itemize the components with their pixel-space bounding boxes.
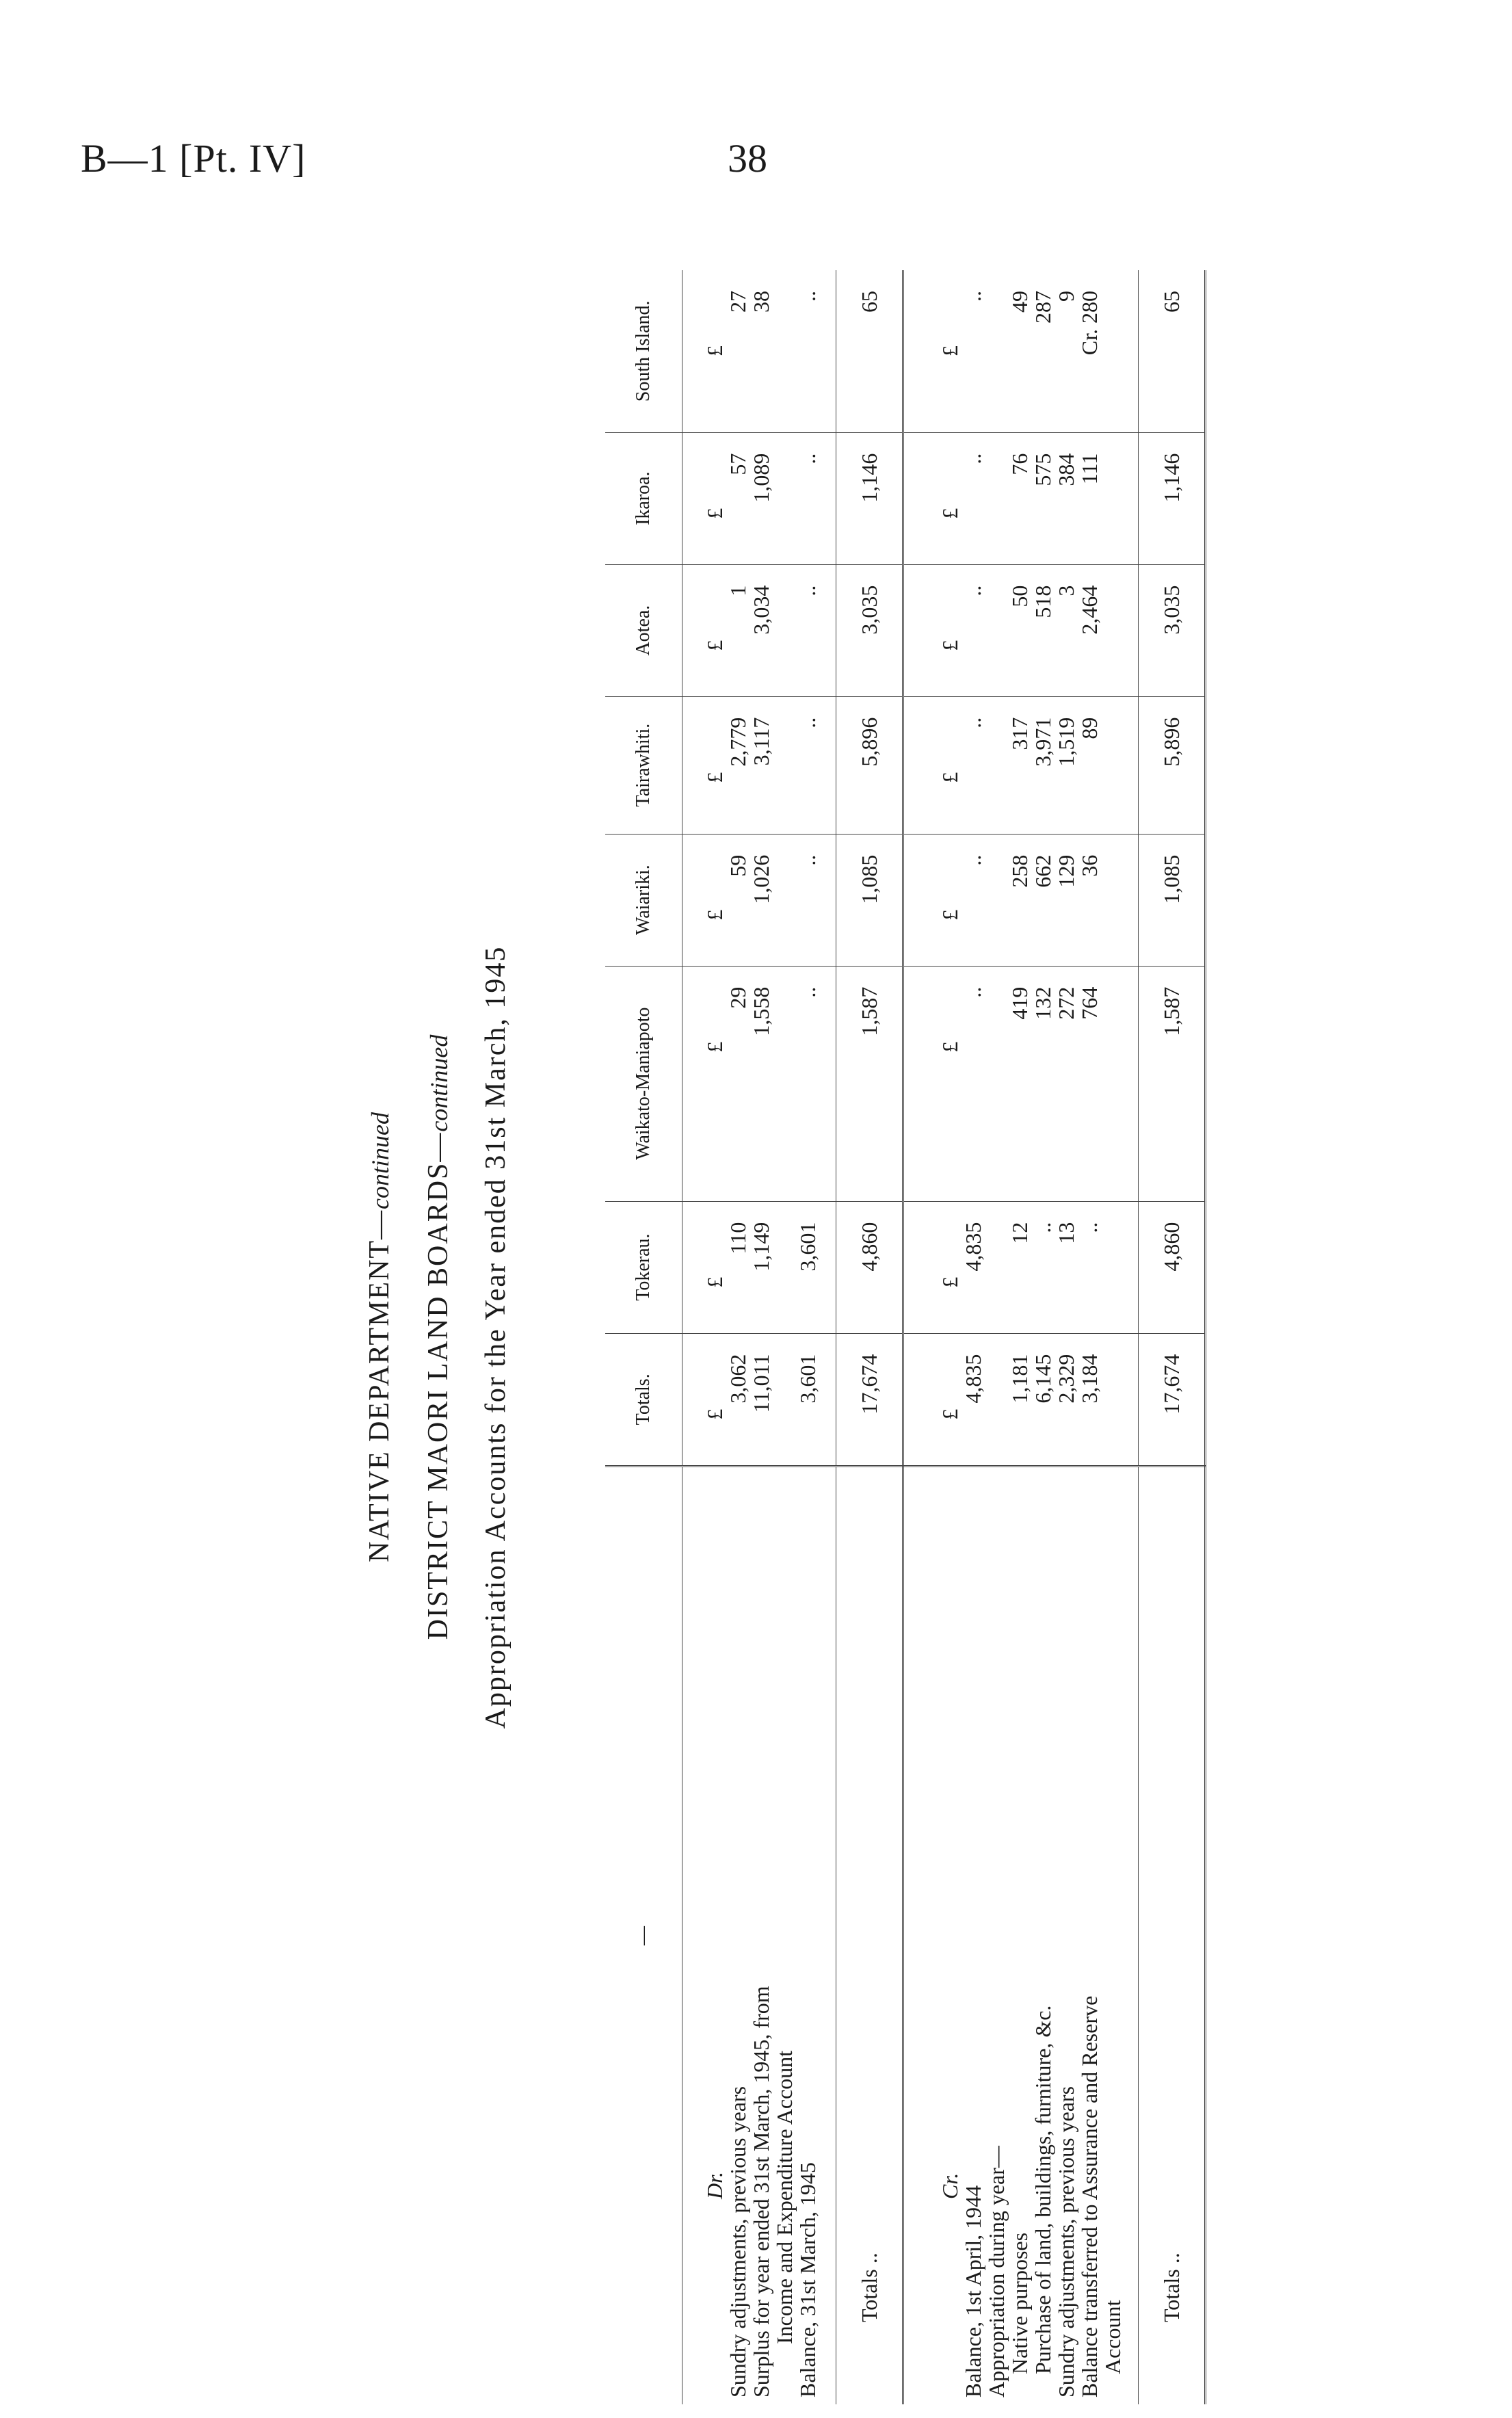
totals-value: 17,674 xyxy=(1139,1333,1206,1466)
table-row xyxy=(1008,270,1031,2404)
row-value: .. xyxy=(795,291,820,302)
row-value: 287 xyxy=(1031,291,1055,324)
row-value: 50 xyxy=(1008,564,1031,696)
row-value: 1,026 xyxy=(750,834,773,966)
row-value: 1,089 xyxy=(750,432,773,564)
row-label: Sundry adjustments, previous years xyxy=(1055,1467,1078,2405)
row-value: 3,601 xyxy=(796,1201,819,1333)
spacer-cell xyxy=(1124,432,1139,564)
page-number: 38 xyxy=(728,136,767,181)
row-value: 13 xyxy=(1055,1201,1078,1333)
col-header-waikato: Waikato-Maniapoto xyxy=(605,966,682,1201)
row-value: 3,184 xyxy=(1078,1333,1101,1466)
spacer-cell xyxy=(903,1333,939,1466)
row-value xyxy=(1101,270,1124,432)
row-value: 12 xyxy=(1008,1201,1031,1333)
row-value: .. xyxy=(961,432,985,564)
spacer-cell xyxy=(682,270,704,432)
col-header-tokerau: Tokerau. xyxy=(605,1201,682,1333)
row-value: 4,835 xyxy=(961,1333,985,1466)
currency-cell: £ xyxy=(938,696,961,834)
section-heading-row xyxy=(703,270,726,2404)
currency-cell: £ xyxy=(703,1201,726,1333)
totals-label: Totals .. xyxy=(1139,1467,1206,2405)
spacer-cell xyxy=(903,696,939,834)
spacer-cell xyxy=(903,564,939,696)
row-value xyxy=(773,1201,796,1333)
currency-cell: £ xyxy=(938,564,961,696)
table-row xyxy=(1078,270,1101,2404)
spacer-cell xyxy=(682,432,704,564)
totals-value: 1,146 xyxy=(836,432,903,564)
totals-value: 4,860 xyxy=(836,1201,903,1333)
row-value: 89 xyxy=(1078,696,1101,834)
spacer-cell xyxy=(682,564,704,696)
spacer-cell xyxy=(682,1201,704,1333)
row-value: .. xyxy=(961,834,985,966)
totals-value: 1,587 xyxy=(836,966,903,1201)
totals-label: Totals .. xyxy=(836,1467,903,2405)
spacer-cell xyxy=(1124,696,1139,834)
row-value xyxy=(985,834,1008,966)
row-value: .. xyxy=(961,564,985,696)
row-value: 110 xyxy=(726,1201,750,1333)
row-label: Balance transferred to Assurance and Reserve xyxy=(1078,1467,1101,2405)
row-value: .. xyxy=(1078,1201,1101,1333)
spacer-cell xyxy=(682,1467,704,2405)
row-value xyxy=(985,564,1008,696)
currency-cell: £ xyxy=(938,432,961,564)
row-value: .. xyxy=(796,696,819,834)
row-value: 57 xyxy=(726,432,750,564)
appropriation-table xyxy=(605,270,1206,2404)
totals-value: 1,085 xyxy=(1139,834,1206,966)
spacer-cell xyxy=(1124,270,1139,432)
spacer-cell xyxy=(819,432,836,564)
spacer-cell xyxy=(1124,1201,1139,1333)
spacer-row xyxy=(682,270,704,2404)
spacer-cell xyxy=(903,432,939,564)
row-value: 384 xyxy=(1055,432,1078,564)
spacer-cell xyxy=(819,1201,836,1333)
row-value: 59 xyxy=(726,834,750,966)
col-header-aotea: Aotea. xyxy=(605,564,682,696)
row-value: 272 xyxy=(1055,966,1078,1201)
row-value: 662 xyxy=(1031,834,1055,966)
col-header-south-island: South Island. xyxy=(605,270,682,432)
row-value: .. xyxy=(961,696,985,834)
col-header-waiariki: Waiariki. xyxy=(605,834,682,966)
row-value: .. xyxy=(796,564,819,696)
row-label: Native purposes xyxy=(1008,1467,1031,2405)
currency-cell: £ xyxy=(938,834,961,966)
table-row xyxy=(961,270,985,2404)
totals-value: 1,146 xyxy=(1139,432,1206,564)
accounts-title: Appropriation Accounts for the Year ended 31st March, 1945 xyxy=(480,945,512,1729)
table-row xyxy=(796,270,819,2404)
row-value: .. xyxy=(961,966,985,1201)
spacer-cell xyxy=(1124,1467,1139,2405)
section-heading-row xyxy=(938,270,961,2404)
spacer-cell xyxy=(819,564,836,696)
spacer-cell xyxy=(819,1333,836,1466)
row-value xyxy=(773,834,796,966)
report-reference: B—1 [Pt. IV] xyxy=(81,136,306,181)
spacer-cell xyxy=(903,270,939,432)
row-value: 4,835 xyxy=(961,1201,985,1333)
row-value: 3,601 xyxy=(796,1333,819,1466)
spacer-cell xyxy=(682,696,704,834)
currency-cell: £ xyxy=(703,1333,726,1466)
section-heading: Dr. xyxy=(703,1467,726,2405)
row-value xyxy=(985,696,1008,834)
totals-row xyxy=(836,270,903,2404)
row-value xyxy=(1101,1333,1124,1466)
spacer-cell xyxy=(682,966,704,1201)
spacer-row xyxy=(1124,270,1139,2404)
row-label: Sundry adjustments, previous years xyxy=(726,1467,750,2405)
row-label: Balance, 31st March, 1945 xyxy=(796,1467,819,2405)
totals-value: 17,674 xyxy=(836,1333,903,1466)
row-value xyxy=(1101,432,1124,564)
currency-cell: £ xyxy=(938,966,961,1201)
spacer-cell xyxy=(1124,1333,1139,1466)
table-row xyxy=(985,270,1008,2404)
row-value: 419 xyxy=(1008,966,1031,1201)
row-value: 11,011 xyxy=(750,1333,773,1466)
row-value: 1,558 xyxy=(750,966,773,1201)
row-value xyxy=(1101,1201,1124,1333)
table-row xyxy=(1101,270,1124,2404)
row-value: .. xyxy=(796,966,819,1201)
row-value: .. xyxy=(1031,1201,1055,1333)
spacer-cell xyxy=(1124,564,1139,696)
spacer-row xyxy=(819,270,836,2404)
spacer-cell xyxy=(1124,966,1139,1201)
row-value: 518 xyxy=(1031,564,1055,696)
row-value: 1 xyxy=(726,564,750,696)
spacer-cell xyxy=(903,1201,939,1333)
totals-value: 65 xyxy=(1139,270,1206,432)
spacer-cell xyxy=(682,834,704,966)
col-header-totals: Totals. xyxy=(605,1333,682,1466)
row-value: 3,117 xyxy=(750,696,773,834)
row-value xyxy=(773,432,796,564)
totals-value: 4,860 xyxy=(1139,1201,1206,1333)
row-value: 76 xyxy=(1008,432,1031,564)
table-titles xyxy=(339,270,585,2404)
row-value: 1,181 xyxy=(1008,1333,1031,1466)
spacer-cell xyxy=(819,1467,836,2405)
table-row xyxy=(750,270,773,2404)
row-value: 1,519 xyxy=(1055,696,1078,834)
row-value: 132 xyxy=(1031,966,1055,1201)
totals-value: 3,035 xyxy=(1139,564,1206,696)
row-value: 3,062 xyxy=(726,1333,750,1466)
rotated-table-block xyxy=(339,270,1275,2404)
row-value: .. xyxy=(796,834,819,966)
row-value: 258 xyxy=(1008,834,1031,966)
row-label: Surplus for year ended 31st March, 1945, from xyxy=(750,1467,773,2405)
totals-value: 5,896 xyxy=(836,696,903,834)
row-value: Cr. 280 xyxy=(1077,291,1102,356)
row-value xyxy=(1101,966,1124,1201)
totals-value: 1,085 xyxy=(836,834,903,966)
row-value: 38 xyxy=(749,291,773,313)
totals-row xyxy=(1139,270,1206,2404)
spacer-cell xyxy=(819,270,836,432)
spacer-cell xyxy=(1124,834,1139,966)
row-value: 129 xyxy=(1055,834,1078,966)
row-label: Purchase of land, buildings, furniture, &c. xyxy=(1031,1467,1055,2405)
row-value: 575 xyxy=(1031,432,1055,564)
totals-value: 65 xyxy=(836,270,903,432)
currency-cell: £ xyxy=(703,696,726,834)
row-value xyxy=(773,564,796,696)
row-value xyxy=(773,270,796,432)
row-value xyxy=(985,270,1008,432)
row-value xyxy=(773,696,796,834)
spacer-cell xyxy=(682,1333,704,1466)
row-value: .. xyxy=(796,432,819,564)
row-value: 6,145 xyxy=(1031,1333,1055,1466)
row-value: 764 xyxy=(1078,966,1101,1201)
row-value: .. xyxy=(961,291,985,302)
row-value xyxy=(985,966,1008,1201)
spacer-row xyxy=(903,270,939,2404)
currency-cell: £ xyxy=(703,966,726,1201)
row-value xyxy=(773,966,796,1201)
currency-cell: £ xyxy=(938,1333,961,1466)
row-label: Appropriation during year— xyxy=(985,1467,1008,2405)
row-label: Income and Expenditure Account xyxy=(773,1467,796,2405)
table-row xyxy=(726,270,750,2404)
table-row xyxy=(773,270,796,2404)
row-value xyxy=(1101,834,1124,966)
row-value: 27 xyxy=(726,291,750,313)
spacer-cell xyxy=(903,834,939,966)
row-value: 2,464 xyxy=(1078,564,1101,696)
header-row xyxy=(605,270,682,2404)
spacer-cell xyxy=(819,834,836,966)
boards-title: DISTRICT MAORI LAND BOARDS—continued xyxy=(423,1034,454,1640)
spacer-cell xyxy=(819,966,836,1201)
table-row xyxy=(1031,270,1055,2404)
spacer-cell xyxy=(903,966,939,1201)
currency-cell: £ xyxy=(703,432,726,564)
currency-cell: £ xyxy=(703,834,726,966)
row-value xyxy=(1101,564,1124,696)
row-value: 9 xyxy=(1054,291,1078,302)
col-header-ikaroa: Ikaroa. xyxy=(605,432,682,564)
totals-value: 1,587 xyxy=(1139,966,1206,1201)
row-value: 29 xyxy=(726,966,750,1201)
col-header-label: — xyxy=(605,1467,682,2405)
col-header-tairawhiti: Tairawhiti. xyxy=(605,696,682,834)
currency-cell: £ xyxy=(703,564,726,696)
section-heading: Cr. xyxy=(938,1467,961,2405)
row-value xyxy=(985,432,1008,564)
row-value: 3 xyxy=(1055,564,1078,696)
row-value: 36 xyxy=(1078,834,1101,966)
table-row xyxy=(1055,270,1078,2404)
row-value: 2,329 xyxy=(1055,1333,1078,1466)
row-label: Balance, 1st April, 1944 xyxy=(961,1467,985,2405)
row-label: Account xyxy=(1101,1467,1124,2405)
row-value xyxy=(985,1201,1008,1333)
row-value: 317 xyxy=(1008,696,1031,834)
department-title: NATIVE DEPARTMENT—continued xyxy=(364,1112,395,1563)
row-value xyxy=(773,1333,796,1466)
row-value xyxy=(985,1333,1008,1466)
row-value xyxy=(1101,696,1124,834)
row-value: 2,779 xyxy=(726,696,750,834)
currency-cell: £ xyxy=(702,345,727,356)
totals-value: 3,035 xyxy=(836,564,903,696)
table-body xyxy=(682,270,1206,2404)
row-value: 3,971 xyxy=(1031,696,1055,834)
row-value: 111 xyxy=(1078,432,1101,564)
totals-value: 5,896 xyxy=(1139,696,1206,834)
spacer-cell xyxy=(903,1467,939,2405)
currency-cell: £ xyxy=(938,345,962,356)
row-value: 1,149 xyxy=(750,1201,773,1333)
row-value: 3,034 xyxy=(750,564,773,696)
currency-cell: £ xyxy=(938,1201,961,1333)
spacer-cell xyxy=(819,696,836,834)
row-value: 49 xyxy=(1007,291,1032,313)
